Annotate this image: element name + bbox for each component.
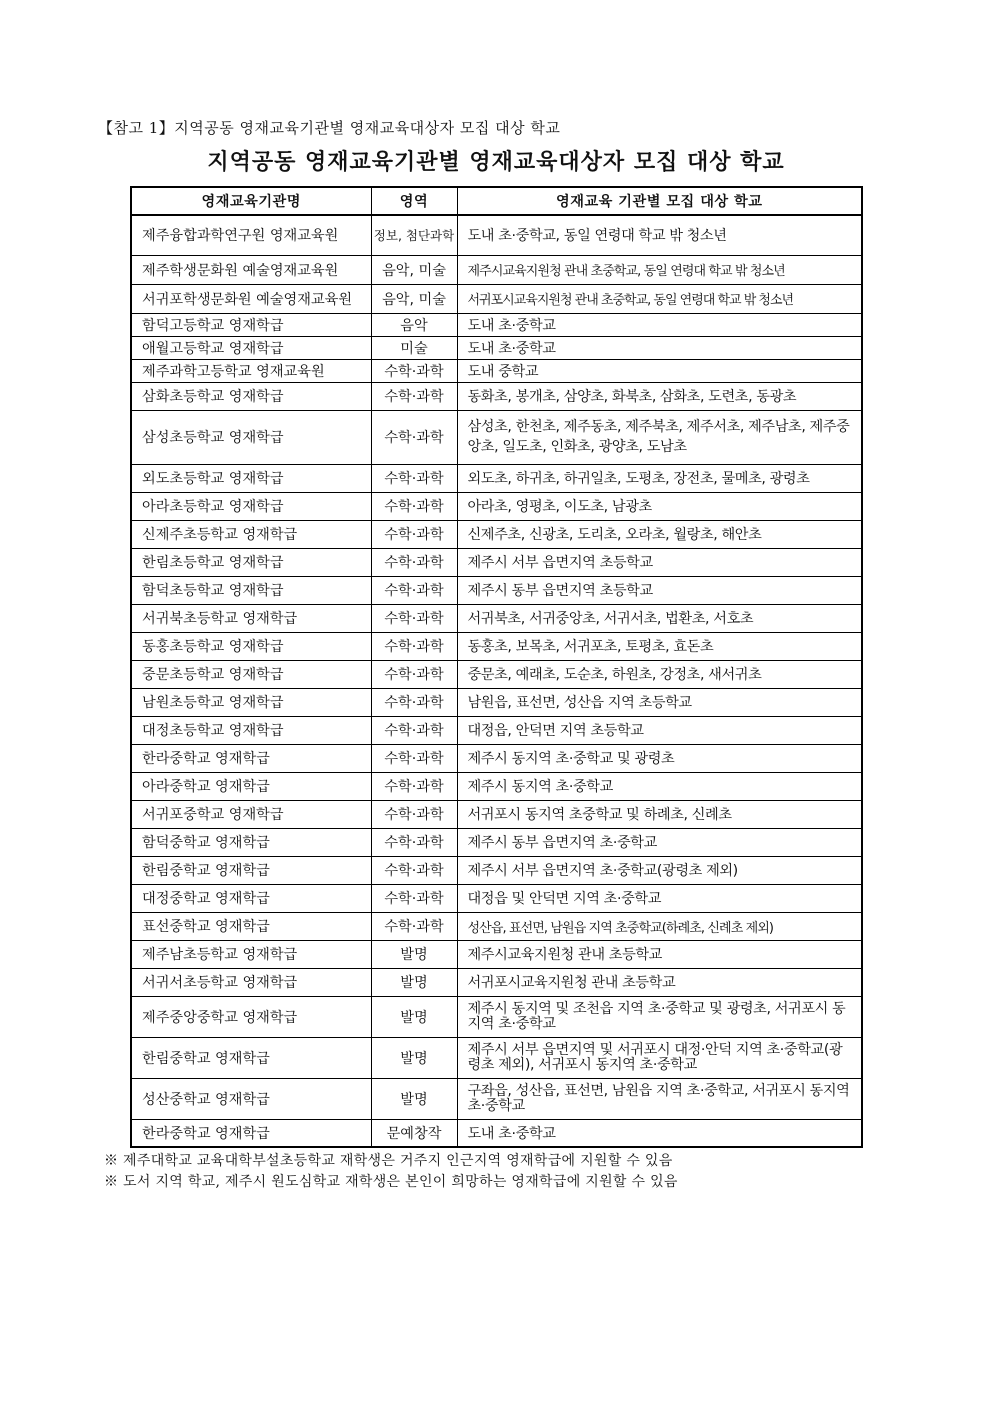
field-cell: 음악, 미술 — [371, 284, 457, 313]
field-cell: 정보, 첨단과학 — [371, 215, 457, 255]
targets-cell: 대정읍, 안덕면 지역 초등학교 — [457, 716, 862, 744]
targets-cell: 제주시 동지역 및 조천읍 지역 초·중학교 및 광령초, 서귀포시 동지역 초·중학교 — [457, 996, 862, 1037]
table-row — [131, 313, 862, 336]
institution-cell: 함덕고등학교 영재학급 — [131, 313, 371, 336]
targets-cell: 대정읍 및 안덕면 지역 초·중학교 — [457, 884, 862, 912]
institution-cell: 서귀포중학교 영재학급 — [131, 800, 371, 828]
field-cell: 발명 — [371, 940, 457, 968]
institution-cell: 애월고등학교 영재학급 — [131, 336, 371, 359]
field-cell: 문예창작 — [371, 1119, 457, 1147]
targets-cell: 제주시교육지원청 관내 초중학교, 동일 연령대 학교 밖 청소년 — [457, 255, 862, 284]
table-row — [131, 1078, 862, 1119]
institution-cell: 아라중학교 영재학급 — [131, 772, 371, 800]
recruitment-table — [130, 186, 863, 1148]
institution-cell: 신제주초등학교 영재학급 — [131, 520, 371, 548]
field-cell: 수학·과학 — [371, 884, 457, 912]
targets-cell: 서귀포시교육지원청 관내 초등학교 — [457, 968, 862, 996]
targets-cell: 제주시 서부 읍면지역 및 서귀포시 대정·안덕 지역 초·중학교(광령초 제외), 서귀포시 동지역 초·중학교 — [457, 1037, 862, 1078]
table-row — [131, 940, 862, 968]
targets-cell: 서귀북초, 서귀중앙초, 서귀서초, 법환초, 서호초 — [457, 604, 862, 632]
table-row — [131, 968, 862, 996]
institution-cell: 삼성초등학교 영재학급 — [131, 410, 371, 464]
field-cell: 수학·과학 — [371, 716, 457, 744]
institution-cell: 한라중학교 영재학급 — [131, 1119, 371, 1147]
table-row — [131, 382, 862, 410]
field-cell: 수학·과학 — [371, 744, 457, 772]
institution-cell: 서귀북초등학교 영재학급 — [131, 604, 371, 632]
institution-cell: 제주융합과학연구원 영재교육원 — [131, 215, 371, 255]
table-row — [131, 359, 862, 382]
targets-cell: 도내 초·중학교, 동일 연령대 학교 밖 청소년 — [457, 215, 862, 255]
institution-cell: 중문초등학교 영재학급 — [131, 660, 371, 688]
institution-cell: 한림중학교 영재학급 — [131, 1037, 371, 1078]
institution-cell: 대정초등학교 영재학급 — [131, 716, 371, 744]
field-cell: 수학·과학 — [371, 464, 457, 492]
targets-cell: 제주시 서부 읍면지역 초·중학교(광령초 제외) — [457, 856, 862, 884]
field-cell: 수학·과학 — [371, 772, 457, 800]
field-cell: 미술 — [371, 336, 457, 359]
targets-cell: 도내 초·중학교 — [457, 313, 862, 336]
targets-cell: 제주시 동부 읍면지역 초등학교 — [457, 576, 862, 604]
targets-cell: 신제주초, 신광초, 도리초, 오라초, 월랑초, 해안초 — [457, 520, 862, 548]
institution-cell: 삼화초등학교 영재학급 — [131, 382, 371, 410]
field-cell: 수학·과학 — [371, 632, 457, 660]
header-targets: 영재교육 기관별 모집 대상 학교 — [457, 187, 862, 215]
targets-cell: 제주시 동지역 초·중학교 — [457, 772, 862, 800]
targets-cell: 남원읍, 표선면, 성산읍 지역 초등학교 — [457, 688, 862, 716]
field-cell: 수학·과학 — [371, 604, 457, 632]
field-cell: 수학·과학 — [371, 548, 457, 576]
table-header-row — [131, 187, 862, 215]
field-cell: 수학·과학 — [371, 800, 457, 828]
table-row — [131, 464, 862, 492]
table-row — [131, 912, 862, 940]
field-cell: 수학·과학 — [371, 688, 457, 716]
footnote: ※ 제주대학교 교육대학부설초등학교 재학생은 거주지 인근지역 영재학급에 지원할 수 있음 — [104, 1153, 673, 1169]
table-row — [131, 688, 862, 716]
institution-cell: 서귀포학생문화원 예술영재교육원 — [131, 284, 371, 313]
field-cell: 음악 — [371, 313, 457, 336]
field-cell: 수학·과학 — [371, 382, 457, 410]
page-title: 지역공동 영재교육기관별 영재교육대상자 모집 대상 학교 — [207, 149, 785, 175]
targets-cell: 동화초, 봉개초, 삼양초, 화북초, 삼화초, 도련초, 동광초 — [457, 382, 862, 410]
targets-cell: 제주시교육지원청 관내 초등학교 — [457, 940, 862, 968]
institution-cell: 함덕초등학교 영재학급 — [131, 576, 371, 604]
table-row — [131, 520, 862, 548]
header-institution: 영재교육기관명 — [131, 187, 371, 215]
institution-cell: 한림초등학교 영재학급 — [131, 548, 371, 576]
field-cell: 수학·과학 — [371, 492, 457, 520]
reference-label: 【참고 1】지역공동 영재교육기관별 영재교육대상자 모집 대상 학교 — [98, 119, 561, 137]
table-row — [131, 856, 862, 884]
targets-cell: 제주시 동지역 초·중학교 및 광령초 — [457, 744, 862, 772]
field-cell: 수학·과학 — [371, 912, 457, 940]
institution-cell: 아라초등학교 영재학급 — [131, 492, 371, 520]
targets-cell: 서귀포시교육지원청 관내 초중학교, 동일 연령대 학교 밖 청소년 — [457, 284, 862, 313]
institution-cell: 제주중앙중학교 영재학급 — [131, 996, 371, 1037]
targets-cell: 성산읍, 표선면, 남원읍 지역 초중학교(하례초, 신례초 제외) — [457, 912, 862, 940]
field-cell: 수학·과학 — [371, 410, 457, 464]
table-row — [131, 772, 862, 800]
table-row — [131, 410, 862, 464]
table-row — [131, 492, 862, 520]
table-row — [131, 828, 862, 856]
institution-cell: 제주과학고등학교 영재교육원 — [131, 359, 371, 382]
targets-cell: 도내 초·중학교 — [457, 1119, 862, 1147]
table-row — [131, 800, 862, 828]
targets-cell: 도내 중학교 — [457, 359, 862, 382]
table-row — [131, 996, 862, 1037]
institution-cell: 한라중학교 영재학급 — [131, 744, 371, 772]
targets-cell: 도내 초·중학교 — [457, 336, 862, 359]
field-cell: 수학·과학 — [371, 359, 457, 382]
institution-cell: 제주학생문화원 예술영재교육원 — [131, 255, 371, 284]
institution-cell: 성산중학교 영재학급 — [131, 1078, 371, 1119]
institution-cell: 대정중학교 영재학급 — [131, 884, 371, 912]
table-row — [131, 336, 862, 359]
table-row — [131, 548, 862, 576]
table-row — [131, 660, 862, 688]
table-row — [131, 255, 862, 284]
field-cell: 수학·과학 — [371, 520, 457, 548]
targets-cell: 구좌읍, 성산읍, 표선면, 남원읍 지역 초·중학교, 서귀포시 동지역 초·중학교 — [457, 1078, 862, 1119]
institution-cell: 서귀서초등학교 영재학급 — [131, 968, 371, 996]
targets-cell: 중문초, 예래초, 도순초, 하원초, 강정초, 새서귀초 — [457, 660, 862, 688]
field-cell: 발명 — [371, 1078, 457, 1119]
table-row — [131, 576, 862, 604]
table-row — [131, 884, 862, 912]
field-cell: 발명 — [371, 1037, 457, 1078]
targets-cell: 서귀포시 동지역 초중학교 및 하례초, 신례초 — [457, 800, 862, 828]
field-cell: 음악, 미술 — [371, 255, 457, 284]
table-row — [131, 604, 862, 632]
field-cell: 수학·과학 — [371, 576, 457, 604]
targets-cell: 제주시 동부 읍면지역 초·중학교 — [457, 828, 862, 856]
targets-cell: 외도초, 하귀초, 하귀일초, 도평초, 장전초, 물메초, 광령초 — [457, 464, 862, 492]
institution-cell: 함덕중학교 영재학급 — [131, 828, 371, 856]
institution-cell: 제주남초등학교 영재학급 — [131, 940, 371, 968]
footnote: ※ 도서 지역 학교, 제주시 원도심학교 재학생은 본인이 희망하는 영재학급에 지원할 수 있음 — [104, 1174, 678, 1190]
institution-cell: 표선중학교 영재학급 — [131, 912, 371, 940]
table-row — [131, 716, 862, 744]
institution-cell: 외도초등학교 영재학급 — [131, 464, 371, 492]
table-row — [131, 1119, 862, 1147]
targets-cell: 아라초, 영평초, 이도초, 남광초 — [457, 492, 862, 520]
table-row — [131, 1037, 862, 1078]
institution-cell: 남원초등학교 영재학급 — [131, 688, 371, 716]
header-field: 영역 — [371, 187, 457, 215]
targets-cell: 제주시 서부 읍면지역 초등학교 — [457, 548, 862, 576]
field-cell: 발명 — [371, 968, 457, 996]
targets-cell: 동홍초, 보목초, 서귀포초, 토평초, 효돈초 — [457, 632, 862, 660]
field-cell: 수학·과학 — [371, 828, 457, 856]
table-row — [131, 744, 862, 772]
field-cell: 수학·과학 — [371, 660, 457, 688]
field-cell: 발명 — [371, 996, 457, 1037]
table-row — [131, 284, 862, 313]
table-row — [131, 632, 862, 660]
field-cell: 수학·과학 — [371, 856, 457, 884]
table-row — [131, 215, 862, 255]
targets-cell: 삼성초, 한천초, 제주동초, 제주북초, 제주서초, 제주남초, 제주중앙초, 일도초, 인화초, 광양초, 도남초 — [457, 410, 862, 464]
institution-cell: 동홍초등학교 영재학급 — [131, 632, 371, 660]
institution-cell: 한림중학교 영재학급 — [131, 856, 371, 884]
